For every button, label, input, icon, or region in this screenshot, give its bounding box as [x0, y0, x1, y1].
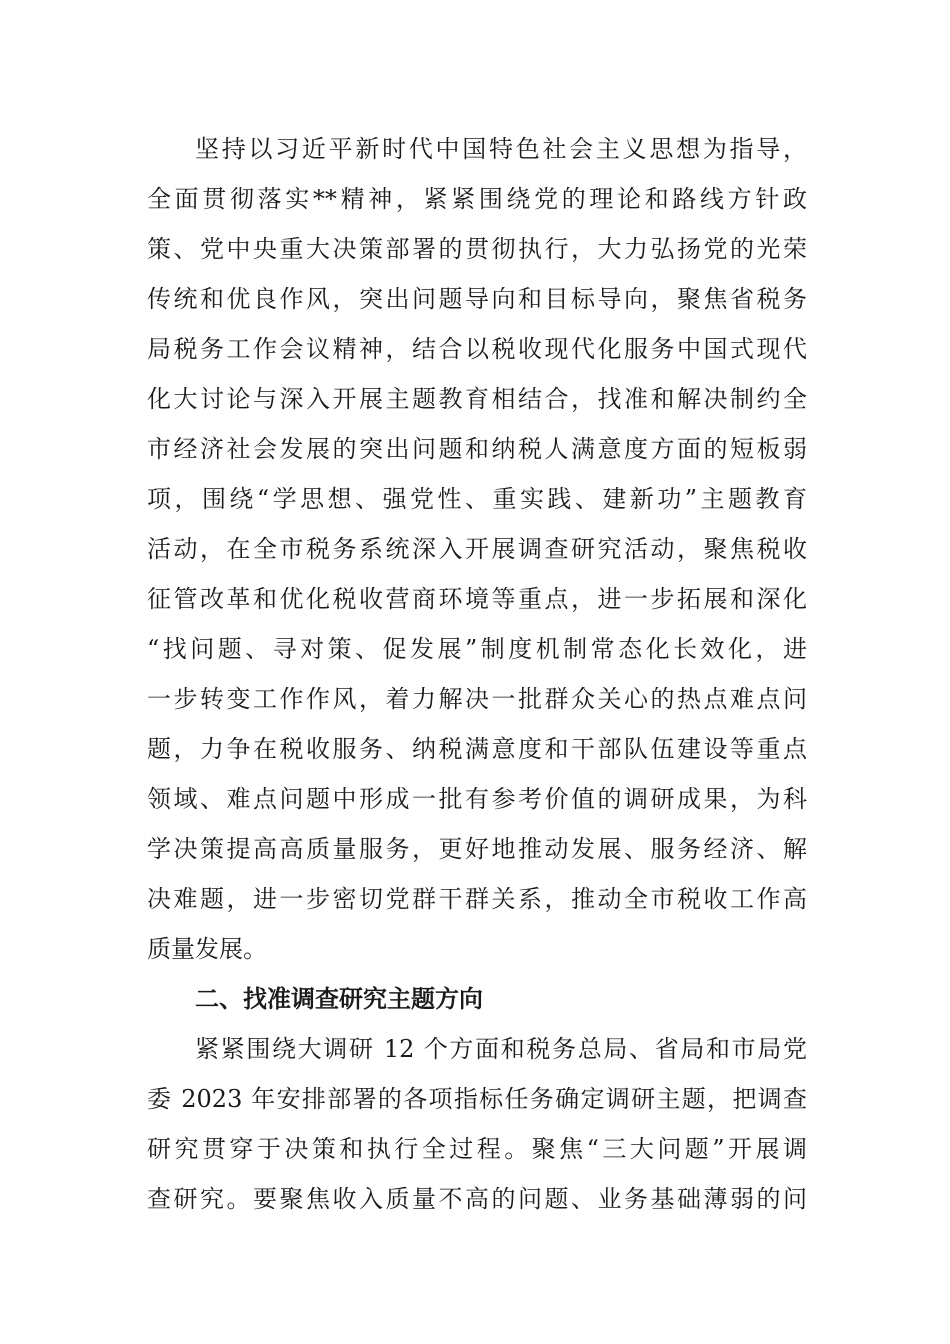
- paragraph-line: 研究贯穿于决策和执行全过程。聚焦“三大问题”开展调: [147, 1135, 807, 1163]
- section-heading: 二、找准调查研究主题方向: [195, 985, 483, 1013]
- paragraph-line: 领域、难点问题中形成一批有参考价值的调研成果，为科: [147, 785, 807, 813]
- paragraph-line: 项，围绕“学思想、强党性、重实践、建新功”主题教育: [147, 485, 807, 513]
- paragraph-line: 学决策提高高质量服务，更好地推动发展、服务经济、解: [147, 835, 807, 863]
- paragraph-line: 委 2023 年安排部署的各项指标任务确定调研主题，把调查: [147, 1085, 807, 1113]
- paragraph-line: 化大讨论与深入开展主题教育相结合，找准和解决制约全: [147, 385, 807, 413]
- paragraph-line: 市经济社会发展的突出问题和纳税人满意度方面的短板弱: [147, 435, 807, 463]
- paragraph-line: 题，力争在税收服务、纳税满意度和干部队伍建设等重点: [147, 735, 807, 763]
- paragraph-line: 策、党中央重大决策部署的贯彻执行，大力弘扬党的光荣: [147, 235, 807, 263]
- paragraph-line: 质量发展。: [147, 935, 267, 963]
- document-body: [147, 124, 807, 1224]
- paragraph-line: 决难题，进一步密切党群干群关系，推动全市税收工作高: [147, 885, 807, 913]
- paragraph-line: 紧紧围绕大调研 12 个方面和税务总局、省局和市局党: [195, 1035, 807, 1063]
- paragraph-line: “找问题、寻对策、促发展”制度机制常态化长效化，进: [147, 635, 807, 663]
- paragraph-line: 传统和优良作风，突出问题导向和目标导向，聚焦省税务: [147, 285, 807, 313]
- paragraph-line: 一步转变工作作风，着力解决一批群众关心的热点难点问: [147, 685, 807, 713]
- paragraph-line: 征管改革和优化税收营商环境等重点，进一步拓展和深化: [147, 585, 807, 613]
- paragraph-line: 坚持以习近平新时代中国特色社会主义思想为指导，: [195, 135, 807, 163]
- paragraph-line: 查研究。要聚焦收入质量不高的问题、业务基础薄弱的问: [147, 1185, 807, 1213]
- paragraph-line: 活动，在全市税务系统深入开展调查研究活动，聚焦税收: [147, 535, 807, 563]
- paragraph-line: 局税务工作会议精神，结合以税收现代化服务中国式现代: [147, 335, 807, 363]
- paragraph-line: 全面贯彻落实**精神，紧紧围绕党的理论和路线方针政: [147, 185, 807, 213]
